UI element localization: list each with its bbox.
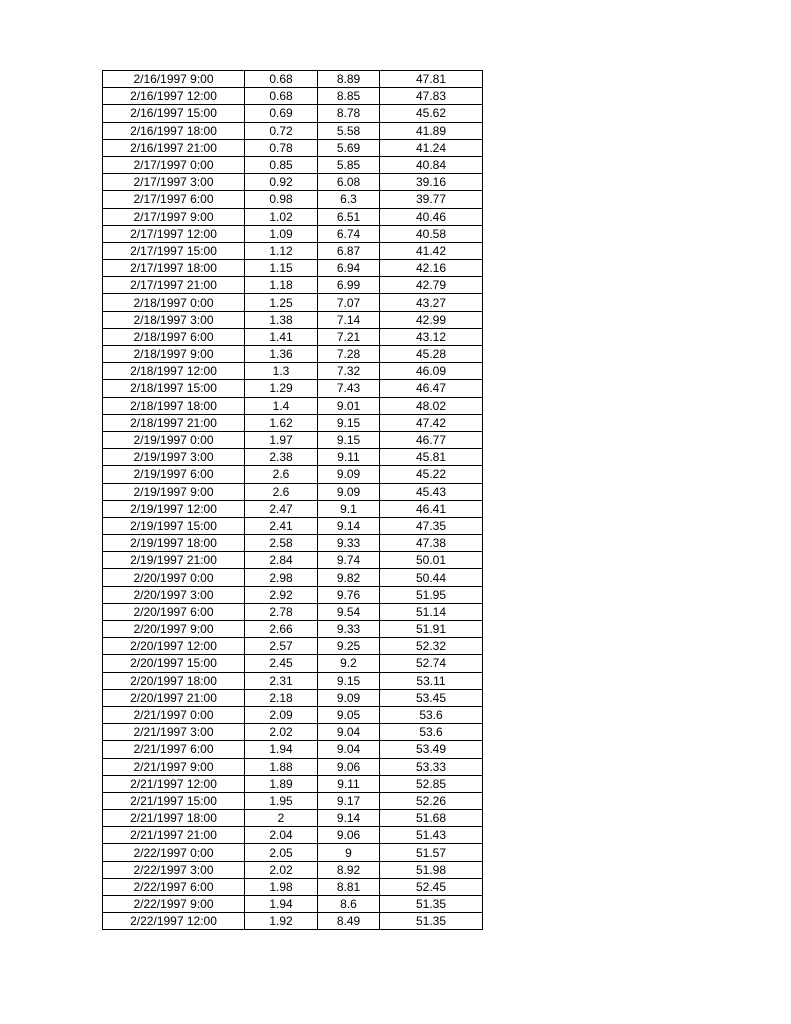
timestamp-cell: 2/18/1997 9:00 (103, 346, 245, 363)
table-row (103, 449, 483, 466)
table-row (103, 242, 483, 259)
table-row (103, 174, 483, 191)
timestamp-cell: 2/19/1997 21:00 (103, 552, 245, 569)
value-b-cell: 9.33 (318, 621, 380, 638)
value-c-cell: 51.95 (380, 586, 483, 603)
table-row (103, 208, 483, 225)
table-row (103, 483, 483, 500)
value-a-cell: 1.89 (245, 775, 318, 792)
timestamp-cell: 2/19/1997 0:00 (103, 431, 245, 448)
value-b-cell: 7.07 (318, 294, 380, 311)
table-row (103, 603, 483, 620)
value-b-cell: 9.25 (318, 638, 380, 655)
timestamp-cell: 2/16/1997 21:00 (103, 139, 245, 156)
value-b-cell: 8.6 (318, 896, 380, 913)
value-b-cell: 5.85 (318, 156, 380, 173)
value-c-cell: 51.14 (380, 603, 483, 620)
timestamp-cell: 2/17/1997 9:00 (103, 208, 245, 225)
timestamp-cell: 2/16/1997 12:00 (103, 88, 245, 105)
timestamp-cell: 2/20/1997 3:00 (103, 586, 245, 603)
timestamp-cell: 2/19/1997 15:00 (103, 517, 245, 534)
table-row (103, 397, 483, 414)
value-a-cell: 1.29 (245, 380, 318, 397)
value-c-cell: 51.35 (380, 896, 483, 913)
table-row (103, 896, 483, 913)
timestamp-cell: 2/21/1997 12:00 (103, 775, 245, 792)
value-b-cell: 9.09 (318, 466, 380, 483)
timestamp-cell: 2/17/1997 21:00 (103, 277, 245, 294)
value-a-cell: 2.47 (245, 500, 318, 517)
value-b-cell: 9.09 (318, 689, 380, 706)
value-b-cell: 9.15 (318, 414, 380, 431)
value-c-cell: 41.24 (380, 139, 483, 156)
value-b-cell: 6.87 (318, 242, 380, 259)
timestamp-cell: 2/21/1997 18:00 (103, 810, 245, 827)
timestamp-cell: 2/18/1997 12:00 (103, 363, 245, 380)
value-a-cell: 1.97 (245, 431, 318, 448)
value-b-cell: 8.78 (318, 105, 380, 122)
timestamp-cell: 2/16/1997 9:00 (103, 71, 245, 88)
timestamp-cell: 2/17/1997 15:00 (103, 242, 245, 259)
table-row (103, 277, 483, 294)
value-b-cell: 6.51 (318, 208, 380, 225)
value-a-cell: 2 (245, 810, 318, 827)
value-c-cell: 41.89 (380, 122, 483, 139)
value-a-cell: 2.41 (245, 517, 318, 534)
value-c-cell: 45.43 (380, 483, 483, 500)
value-c-cell: 39.16 (380, 174, 483, 191)
value-a-cell: 0.85 (245, 156, 318, 173)
value-b-cell: 9.04 (318, 724, 380, 741)
value-c-cell: 47.42 (380, 414, 483, 431)
value-a-cell: 1.94 (245, 896, 318, 913)
value-a-cell: 0.98 (245, 191, 318, 208)
value-c-cell: 52.45 (380, 878, 483, 895)
table-row (103, 741, 483, 758)
value-b-cell: 9.05 (318, 706, 380, 723)
value-a-cell: 1.92 (245, 913, 318, 930)
table-row (103, 621, 483, 638)
value-a-cell: 0.69 (245, 105, 318, 122)
value-b-cell: 8.89 (318, 71, 380, 88)
value-a-cell: 0.92 (245, 174, 318, 191)
value-b-cell: 9.15 (318, 431, 380, 448)
timestamp-cell: 2/21/1997 3:00 (103, 724, 245, 741)
value-c-cell: 51.43 (380, 827, 483, 844)
value-b-cell: 9.2 (318, 655, 380, 672)
value-a-cell: 2.38 (245, 449, 318, 466)
value-c-cell: 47.38 (380, 535, 483, 552)
value-a-cell: 1.88 (245, 758, 318, 775)
value-c-cell: 52.26 (380, 792, 483, 809)
value-c-cell: 50.44 (380, 569, 483, 586)
value-b-cell: 9.1 (318, 500, 380, 517)
value-a-cell: 1.02 (245, 208, 318, 225)
value-b-cell: 7.28 (318, 346, 380, 363)
value-a-cell: 1.09 (245, 225, 318, 242)
timestamp-cell: 2/19/1997 12:00 (103, 500, 245, 517)
table-row (103, 792, 483, 809)
table-row (103, 655, 483, 672)
value-a-cell: 2.31 (245, 672, 318, 689)
value-a-cell: 2.09 (245, 706, 318, 723)
value-a-cell: 2.05 (245, 844, 318, 861)
table-row (103, 758, 483, 775)
value-a-cell: 1.38 (245, 311, 318, 328)
value-a-cell: 2.57 (245, 638, 318, 655)
value-b-cell: 9.74 (318, 552, 380, 569)
value-c-cell: 53.49 (380, 741, 483, 758)
value-b-cell: 9.33 (318, 535, 380, 552)
value-a-cell: 1.15 (245, 260, 318, 277)
value-a-cell: 1.25 (245, 294, 318, 311)
value-c-cell: 52.32 (380, 638, 483, 655)
value-c-cell: 51.98 (380, 861, 483, 878)
timestamp-cell: 2/18/1997 21:00 (103, 414, 245, 431)
timestamp-cell: 2/21/1997 21:00 (103, 827, 245, 844)
value-b-cell: 9.17 (318, 792, 380, 809)
table-row (103, 569, 483, 586)
table-row (103, 294, 483, 311)
timestamp-cell: 2/22/1997 3:00 (103, 861, 245, 878)
value-a-cell: 0.68 (245, 71, 318, 88)
table-row (103, 913, 483, 930)
timestamp-cell: 2/17/1997 6:00 (103, 191, 245, 208)
timestamp-cell: 2/20/1997 0:00 (103, 569, 245, 586)
value-c-cell: 48.02 (380, 397, 483, 414)
timestamp-cell: 2/19/1997 6:00 (103, 466, 245, 483)
data-table (102, 70, 483, 930)
value-b-cell: 6.99 (318, 277, 380, 294)
table-row (103, 706, 483, 723)
value-c-cell: 51.68 (380, 810, 483, 827)
value-b-cell: 8.81 (318, 878, 380, 895)
value-b-cell: 8.85 (318, 88, 380, 105)
value-b-cell: 5.58 (318, 122, 380, 139)
value-b-cell: 9.76 (318, 586, 380, 603)
value-b-cell: 9.54 (318, 603, 380, 620)
value-c-cell: 40.58 (380, 225, 483, 242)
value-c-cell: 51.57 (380, 844, 483, 861)
value-b-cell: 6.94 (318, 260, 380, 277)
table-row (103, 191, 483, 208)
table-row (103, 156, 483, 173)
timestamp-cell: 2/21/1997 0:00 (103, 706, 245, 723)
value-a-cell: 0.68 (245, 88, 318, 105)
value-a-cell: 1.41 (245, 328, 318, 345)
value-c-cell: 53.6 (380, 706, 483, 723)
value-a-cell: 2.84 (245, 552, 318, 569)
value-a-cell: 2.92 (245, 586, 318, 603)
value-a-cell: 2.18 (245, 689, 318, 706)
value-a-cell: 1.94 (245, 741, 318, 758)
value-a-cell: 1.98 (245, 878, 318, 895)
value-c-cell: 42.79 (380, 277, 483, 294)
table-row (103, 105, 483, 122)
value-b-cell: 9 (318, 844, 380, 861)
timestamp-cell: 2/20/1997 21:00 (103, 689, 245, 706)
value-b-cell: 9.01 (318, 397, 380, 414)
table-row (103, 139, 483, 156)
value-c-cell: 53.11 (380, 672, 483, 689)
value-b-cell: 6.74 (318, 225, 380, 242)
value-a-cell: 2.6 (245, 466, 318, 483)
table-row (103, 225, 483, 242)
table-row (103, 586, 483, 603)
timestamp-cell: 2/21/1997 15:00 (103, 792, 245, 809)
timestamp-cell: 2/21/1997 6:00 (103, 741, 245, 758)
value-a-cell: 2.66 (245, 621, 318, 638)
table-row (103, 346, 483, 363)
timestamp-cell: 2/22/1997 9:00 (103, 896, 245, 913)
value-c-cell: 53.45 (380, 689, 483, 706)
table-row (103, 552, 483, 569)
value-a-cell: 2.04 (245, 827, 318, 844)
timestamp-cell: 2/18/1997 18:00 (103, 397, 245, 414)
table-row (103, 672, 483, 689)
value-b-cell: 7.21 (318, 328, 380, 345)
table-row (103, 500, 483, 517)
timestamp-cell: 2/22/1997 12:00 (103, 913, 245, 930)
value-a-cell: 1.95 (245, 792, 318, 809)
value-b-cell: 5.69 (318, 139, 380, 156)
value-b-cell: 6.08 (318, 174, 380, 191)
timestamp-cell: 2/18/1997 3:00 (103, 311, 245, 328)
timestamp-cell: 2/20/1997 6:00 (103, 603, 245, 620)
timestamp-cell: 2/16/1997 18:00 (103, 122, 245, 139)
value-b-cell: 9.11 (318, 775, 380, 792)
value-a-cell: 2.02 (245, 724, 318, 741)
value-c-cell: 46.09 (380, 363, 483, 380)
value-b-cell: 9.14 (318, 810, 380, 827)
value-c-cell: 45.28 (380, 346, 483, 363)
value-c-cell: 45.81 (380, 449, 483, 466)
value-c-cell: 45.22 (380, 466, 483, 483)
table-row (103, 466, 483, 483)
value-b-cell: 7.14 (318, 311, 380, 328)
value-b-cell: 9.82 (318, 569, 380, 586)
value-a-cell: 1.12 (245, 242, 318, 259)
timestamp-cell: 2/20/1997 15:00 (103, 655, 245, 672)
value-b-cell: 7.32 (318, 363, 380, 380)
table-row (103, 638, 483, 655)
value-c-cell: 43.27 (380, 294, 483, 311)
timestamp-cell: 2/17/1997 18:00 (103, 260, 245, 277)
data-table-body (103, 71, 483, 930)
value-c-cell: 52.74 (380, 655, 483, 672)
value-a-cell: 2.98 (245, 569, 318, 586)
value-a-cell: 1.36 (245, 346, 318, 363)
table-row (103, 535, 483, 552)
table-row (103, 689, 483, 706)
value-c-cell: 43.12 (380, 328, 483, 345)
table-row (103, 71, 483, 88)
value-b-cell: 9.09 (318, 483, 380, 500)
value-b-cell: 6.3 (318, 191, 380, 208)
value-a-cell: 1.3 (245, 363, 318, 380)
value-c-cell: 53.33 (380, 758, 483, 775)
value-c-cell: 51.35 (380, 913, 483, 930)
value-b-cell: 8.92 (318, 861, 380, 878)
table-row (103, 724, 483, 741)
timestamp-cell: 2/20/1997 12:00 (103, 638, 245, 655)
value-c-cell: 47.35 (380, 517, 483, 534)
timestamp-cell: 2/17/1997 0:00 (103, 156, 245, 173)
value-b-cell: 9.15 (318, 672, 380, 689)
value-c-cell: 47.83 (380, 88, 483, 105)
timestamp-cell: 2/18/1997 15:00 (103, 380, 245, 397)
timestamp-cell: 2/22/1997 0:00 (103, 844, 245, 861)
value-b-cell: 9.14 (318, 517, 380, 534)
timestamp-cell: 2/17/1997 12:00 (103, 225, 245, 242)
value-c-cell: 39.77 (380, 191, 483, 208)
value-c-cell: 46.47 (380, 380, 483, 397)
table-row (103, 260, 483, 277)
table-row (103, 88, 483, 105)
value-b-cell: 8.49 (318, 913, 380, 930)
value-c-cell: 47.81 (380, 71, 483, 88)
value-a-cell: 2.58 (245, 535, 318, 552)
value-a-cell: 0.78 (245, 139, 318, 156)
table-row (103, 861, 483, 878)
value-c-cell: 46.77 (380, 431, 483, 448)
table-row (103, 380, 483, 397)
value-a-cell: 2.6 (245, 483, 318, 500)
table-row (103, 363, 483, 380)
table-row (103, 311, 483, 328)
timestamp-cell: 2/18/1997 0:00 (103, 294, 245, 311)
timestamp-cell: 2/19/1997 3:00 (103, 449, 245, 466)
timestamp-cell: 2/19/1997 18:00 (103, 535, 245, 552)
table-row (103, 122, 483, 139)
value-a-cell: 1.18 (245, 277, 318, 294)
value-c-cell: 45.62 (380, 105, 483, 122)
table-row (103, 827, 483, 844)
table-row (103, 328, 483, 345)
table-row (103, 775, 483, 792)
table-row (103, 517, 483, 534)
value-b-cell: 9.06 (318, 827, 380, 844)
table-row (103, 810, 483, 827)
timestamp-cell: 2/22/1997 6:00 (103, 878, 245, 895)
value-c-cell: 51.91 (380, 621, 483, 638)
value-a-cell: 1.4 (245, 397, 318, 414)
timestamp-cell: 2/20/1997 9:00 (103, 621, 245, 638)
value-b-cell: 9.11 (318, 449, 380, 466)
table-row (103, 414, 483, 431)
timestamp-cell: 2/17/1997 3:00 (103, 174, 245, 191)
value-c-cell: 41.42 (380, 242, 483, 259)
value-c-cell: 46.41 (380, 500, 483, 517)
value-c-cell: 52.85 (380, 775, 483, 792)
value-c-cell: 42.16 (380, 260, 483, 277)
value-c-cell: 40.46 (380, 208, 483, 225)
value-c-cell: 50.01 (380, 552, 483, 569)
value-c-cell: 40.84 (380, 156, 483, 173)
table-row (103, 878, 483, 895)
value-a-cell: 2.02 (245, 861, 318, 878)
timestamp-cell: 2/16/1997 15:00 (103, 105, 245, 122)
table-row (103, 844, 483, 861)
value-b-cell: 9.06 (318, 758, 380, 775)
value-a-cell: 0.72 (245, 122, 318, 139)
timestamp-cell: 2/20/1997 18:00 (103, 672, 245, 689)
table-row (103, 431, 483, 448)
value-a-cell: 2.78 (245, 603, 318, 620)
value-b-cell: 7.43 (318, 380, 380, 397)
value-a-cell: 2.45 (245, 655, 318, 672)
timestamp-cell: 2/18/1997 6:00 (103, 328, 245, 345)
value-c-cell: 53.6 (380, 724, 483, 741)
value-b-cell: 9.04 (318, 741, 380, 758)
value-a-cell: 1.62 (245, 414, 318, 431)
timestamp-cell: 2/21/1997 9:00 (103, 758, 245, 775)
value-c-cell: 42.99 (380, 311, 483, 328)
timestamp-cell: 2/19/1997 9:00 (103, 483, 245, 500)
